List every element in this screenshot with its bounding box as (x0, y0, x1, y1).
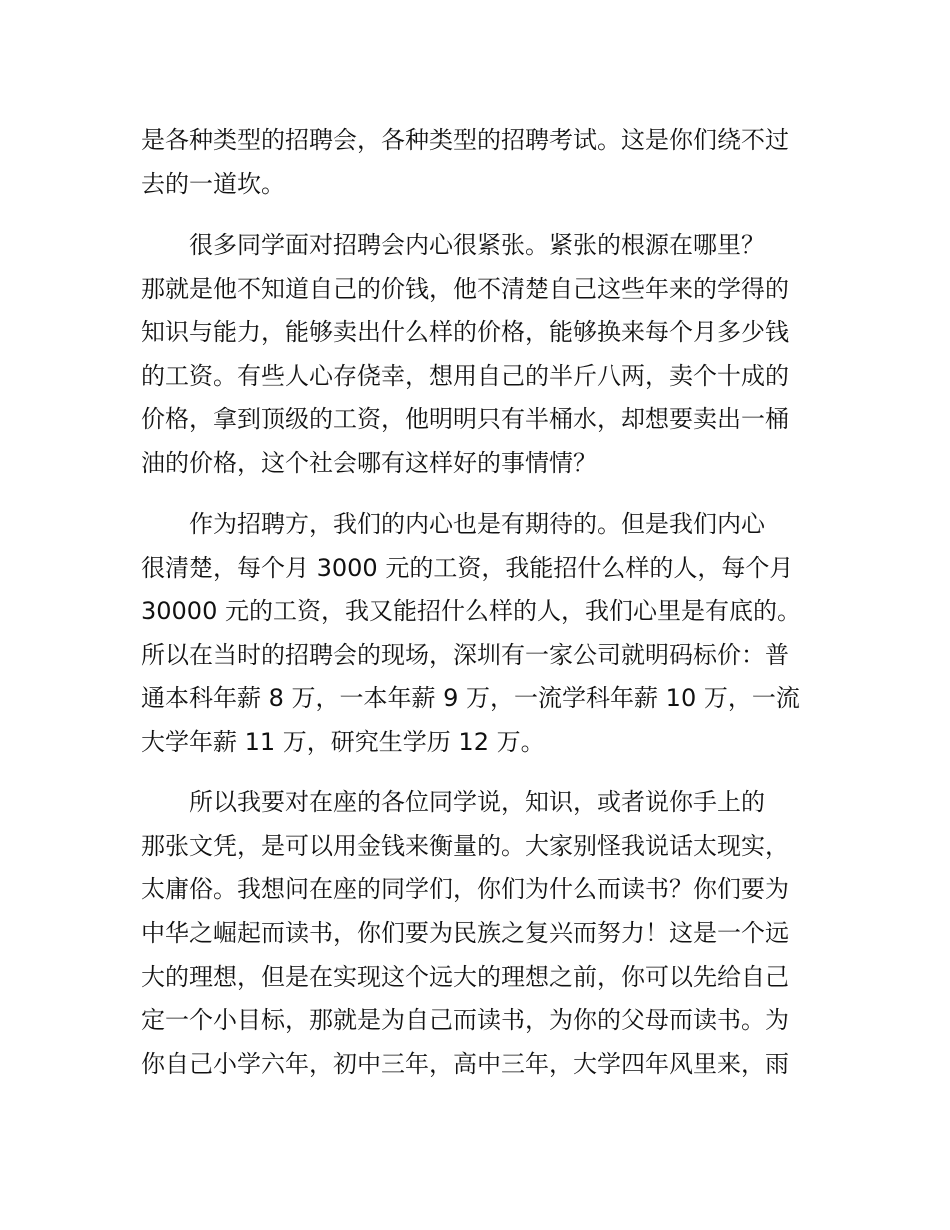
paragraph-3-line-4: 所以在当时的招聘会的现场，深圳有一家公司就明码标价：普 (141, 641, 789, 669)
paragraph-3-line-3: 30000 元的工资，我又能招什么样的人，我们心里是有底的。 (141, 597, 801, 625)
paragraph-4-line-3: 太庸俗。我想问在座的同学们，你们为什么而读书？你们要为 (141, 875, 789, 903)
paragraph-2-line-5: 价格，拿到顶级的工资，他明明只有半桶水，却想要卖出一桶 (141, 405, 789, 433)
paragraph-2-line-1: 很多同学面对招聘会内心很紧张。紧张的根源在哪里？ (189, 231, 765, 259)
paragraph-2-line-2: 那就是他不知道自己的价钱，他不清楚自己这些年来的学得的 (141, 275, 789, 303)
paragraph-2-line-6: 油的价格，这个社会哪有这样好的事情情？ (141, 449, 597, 477)
paragraph-4-line-6: 定一个小目标，那就是为自己而读书，为你的父母而读书。为 (141, 1006, 789, 1034)
paragraph-4-line-7: 你自己小学六年，初中三年，高中三年，大学四年风里来，雨 (141, 1050, 789, 1078)
paragraph-4-line-2: 那张文凭，是可以用金钱来衡量的。大家别怪我说话太现实， (141, 832, 789, 860)
paragraph-4-line-4: 中华之崛起而读书，你们要为民族之复兴而努力！这是一个远 (141, 919, 789, 947)
paragraph-2-line-4: 的工资。有些人心存侥幸，想用自己的半斤八两，卖个十成的 (141, 362, 789, 390)
paragraph-1-line-2: 去的一道坎。 (141, 170, 285, 198)
paragraph-4-line-5: 大的理想，但是在实现这个远大的理想之前，你可以先给自己 (141, 963, 789, 991)
paragraph-3-line-6: 大学年薪 11 万，研究生学历 12 万。 (141, 728, 545, 756)
paragraph-2-line-3: 知识与能力，能够卖出什么样的价格，能够换来每个月多少钱 (141, 318, 789, 346)
paragraph-4-line-1: 所以我要对在座的各位同学说，知识，或者说你手上的 (189, 788, 765, 816)
paragraph-1-line-1: 是各种类型的招聘会，各种类型的招聘考试。这是你们绕不过 (141, 126, 789, 154)
paragraph-3-line-2: 很清楚，每个月 3000 元的工资，我能招什么样的人，每个月 (141, 554, 794, 582)
paragraph-3-line-1: 作为招聘方，我们的内心也是有期待的。但是我们内心 (189, 510, 765, 538)
paragraph-3-line-5: 通本科年薪 8 万，一本年薪 9 万，一流学科年薪 10 万，一流 (141, 684, 800, 712)
